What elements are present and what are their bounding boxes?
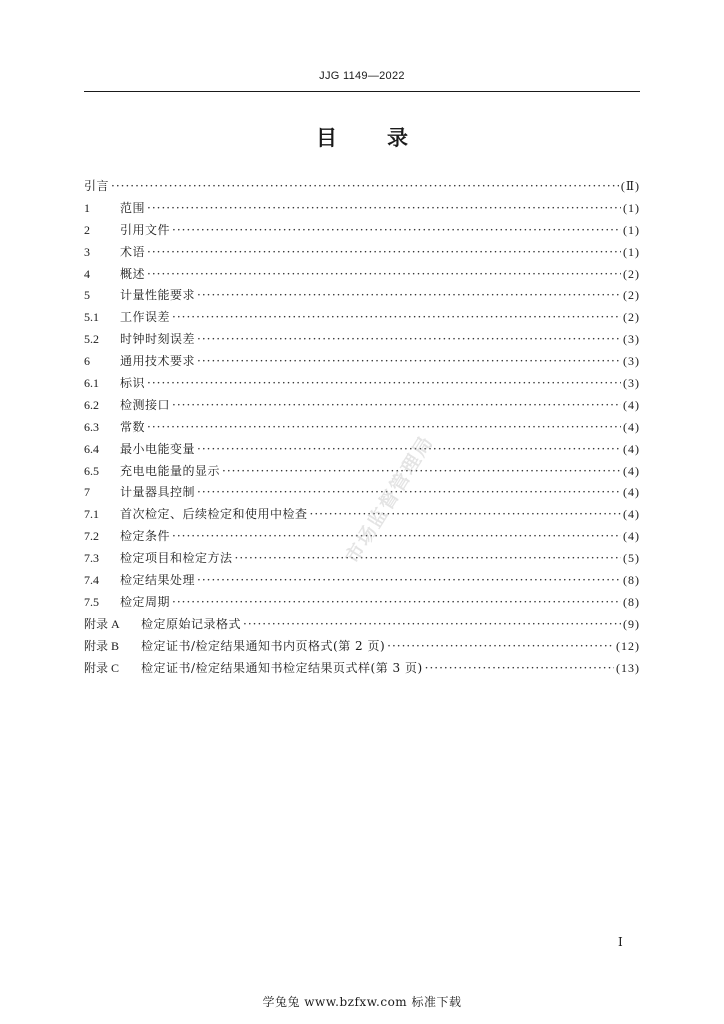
toc-entry-number: 1 bbox=[84, 200, 90, 215]
footer-source-note: 学兔兔 www.bzfxw.com 标准下载 bbox=[262, 995, 462, 1009]
toc-entry-number: 附录 B bbox=[84, 638, 120, 653]
toc-entry-page: (4) bbox=[623, 397, 640, 412]
toc-entry-page: (4) bbox=[623, 485, 640, 500]
toc-entry-title: 常数 bbox=[120, 419, 146, 434]
toc-entry[interactable] bbox=[84, 264, 640, 286]
toc-leader-dots bbox=[235, 548, 621, 570]
toc-entry[interactable] bbox=[84, 548, 640, 570]
toc-entry-page: (4) bbox=[623, 463, 640, 478]
toc-entry-number: 6.1 bbox=[84, 376, 99, 391]
toc-entry-number: 6.3 bbox=[84, 419, 99, 434]
toc-entry-number: 5.2 bbox=[84, 332, 99, 347]
toc-entry[interactable] bbox=[84, 242, 640, 264]
toc-entry-page: (Ⅱ) bbox=[620, 179, 640, 193]
toc-leader-dots bbox=[197, 439, 621, 461]
toc-leader-dots bbox=[243, 614, 621, 636]
toc-leader-dots bbox=[147, 264, 621, 286]
toc-leader-dots bbox=[197, 351, 621, 373]
toc-leader-dots bbox=[172, 395, 621, 417]
toc-leader-dots bbox=[197, 570, 621, 592]
toc-entry-number: 附录 A bbox=[84, 616, 120, 631]
toc-entry-number: 7.4 bbox=[84, 573, 99, 588]
toc-entry[interactable] bbox=[84, 307, 640, 329]
toc-entry-number: 7.3 bbox=[84, 551, 99, 566]
toc-entry-title: 检定原始记录格式 bbox=[141, 616, 242, 631]
toc-entry-number: 6.2 bbox=[84, 397, 99, 412]
toc-entry[interactable] bbox=[84, 395, 640, 417]
toc-entry[interactable] bbox=[84, 570, 640, 592]
toc-entry[interactable] bbox=[84, 592, 640, 614]
toc-entry-title: 最小电能变量 bbox=[120, 441, 196, 456]
toc-entry-title: 检定项目和检定方法 bbox=[120, 551, 233, 566]
toc-entry-title: 时钟时刻误差 bbox=[120, 332, 196, 347]
toc-entry-number: 7.2 bbox=[84, 529, 99, 544]
page-title: 目录 bbox=[316, 126, 458, 150]
toc-entry-title: 概述 bbox=[120, 266, 146, 281]
toc-entry-number: 5.1 bbox=[84, 310, 99, 325]
toc-entry[interactable] bbox=[84, 351, 640, 373]
toc-leader-dots bbox=[147, 373, 621, 395]
toc-entry-number: 5 bbox=[84, 288, 90, 303]
toc-leader-dots bbox=[172, 526, 621, 548]
page-number: Ⅰ bbox=[618, 935, 623, 949]
toc-entry-page: (12) bbox=[616, 638, 640, 653]
toc-entry-title: 检定证书/检定结果通知书检定结果页式样(第 3 页) bbox=[141, 660, 423, 675]
toc-entry[interactable] bbox=[84, 220, 640, 242]
toc-entry-page: (1) bbox=[623, 200, 640, 215]
toc-entry[interactable] bbox=[84, 614, 640, 636]
toc-entry[interactable] bbox=[84, 198, 640, 220]
toc-entry-page: (1) bbox=[623, 222, 640, 237]
toc-entry[interactable] bbox=[84, 658, 640, 680]
toc-entry-title: 充电电能量的显示 bbox=[120, 463, 221, 478]
toc-entry-number: 6.4 bbox=[84, 441, 99, 456]
toc-entry[interactable] bbox=[84, 439, 640, 461]
toc-entry-title: 计量性能要求 bbox=[120, 288, 196, 303]
toc-entry-page: (2) bbox=[623, 288, 640, 303]
toc-entry-number: 7 bbox=[84, 485, 90, 500]
toc-leader-dots bbox=[310, 504, 621, 526]
toc-leader-dots bbox=[197, 482, 621, 504]
toc-entry[interactable] bbox=[84, 461, 640, 483]
toc-entry[interactable] bbox=[84, 504, 640, 526]
toc-entry-page: (9) bbox=[623, 616, 640, 631]
toc-entry-page: (3) bbox=[623, 376, 640, 391]
toc-entry[interactable] bbox=[84, 636, 640, 658]
document-code-header: JJG 1149—2022 bbox=[319, 70, 405, 82]
toc-leader-dots bbox=[197, 329, 621, 351]
toc-entry-title: 标识 bbox=[120, 376, 146, 391]
toc-entry-page: (3) bbox=[623, 332, 640, 347]
toc-entry[interactable] bbox=[84, 373, 640, 395]
toc-entry-title: 术语 bbox=[120, 244, 146, 259]
toc-entry-page: (4) bbox=[623, 419, 640, 434]
toc-leader-dots bbox=[172, 592, 621, 614]
toc-entry-title: 引言 bbox=[84, 179, 110, 193]
watermark-stamp: 市场监督管理局 bbox=[341, 431, 439, 568]
toc-entry-title: 计量器具控制 bbox=[120, 485, 196, 500]
toc-entry-number: 7.5 bbox=[84, 594, 99, 609]
toc-entry-page: (2) bbox=[623, 310, 640, 325]
toc-entry[interactable] bbox=[84, 482, 640, 504]
toc-entry-number: 3 bbox=[84, 244, 90, 259]
toc-entry-page: (4) bbox=[623, 529, 640, 544]
toc-entry-page: (4) bbox=[623, 507, 640, 522]
toc-entry-title: 通用技术要求 bbox=[120, 354, 196, 369]
table-of-contents bbox=[84, 176, 640, 679]
toc-leader-dots bbox=[425, 658, 614, 680]
toc-entry-page: (3) bbox=[623, 354, 640, 369]
toc-entry-title: 检测接口 bbox=[120, 397, 171, 412]
toc-leader-dots bbox=[172, 220, 621, 242]
toc-entry-title: 检定证书/检定结果通知书内页格式(第 2 页) bbox=[141, 638, 386, 653]
toc-entry[interactable] bbox=[84, 176, 640, 198]
toc-entry-title: 首次检定、后续检定和使用中检查 bbox=[120, 507, 308, 522]
toc-entry-page: (4) bbox=[623, 441, 640, 456]
toc-entry-number: 6.5 bbox=[84, 463, 99, 478]
toc-entry-title: 检定条件 bbox=[120, 529, 171, 544]
toc-entry-title: 检定结果处理 bbox=[120, 573, 196, 588]
toc-entry-number: 4 bbox=[84, 266, 90, 281]
toc-entry-number: 2 bbox=[84, 222, 90, 237]
toc-entry-page: (1) bbox=[623, 244, 640, 259]
toc-entry[interactable] bbox=[84, 526, 640, 548]
toc-leader-dots bbox=[172, 307, 621, 329]
toc-entry-title: 检定周期 bbox=[120, 594, 171, 609]
toc-entry-page: (8) bbox=[623, 573, 640, 588]
toc-entry-page: (8) bbox=[623, 594, 640, 609]
toc-entry-title: 范围 bbox=[120, 200, 146, 215]
toc-entry-number: 6 bbox=[84, 354, 90, 369]
toc-leader-dots bbox=[387, 636, 614, 658]
toc-entry-number: 7.1 bbox=[84, 507, 99, 522]
toc-leader-dots bbox=[111, 176, 619, 198]
toc-entry-page: (2) bbox=[623, 266, 640, 281]
toc-leader-dots bbox=[222, 461, 621, 483]
toc-leader-dots bbox=[147, 242, 621, 264]
toc-leader-dots bbox=[197, 285, 621, 307]
toc-leader-dots bbox=[147, 198, 621, 220]
toc-entry-page: (13) bbox=[616, 660, 640, 675]
toc-entry[interactable] bbox=[84, 329, 640, 351]
toc-entry-title: 引用文件 bbox=[120, 222, 171, 237]
toc-leader-dots bbox=[147, 417, 621, 439]
toc-entry[interactable] bbox=[84, 285, 640, 307]
header-divider bbox=[84, 91, 640, 92]
toc-entry[interactable] bbox=[84, 417, 640, 439]
toc-entry-number: 附录 C bbox=[84, 660, 120, 675]
toc-entry-page: (5) bbox=[623, 551, 640, 566]
toc-entry-title: 工作误差 bbox=[120, 310, 171, 325]
